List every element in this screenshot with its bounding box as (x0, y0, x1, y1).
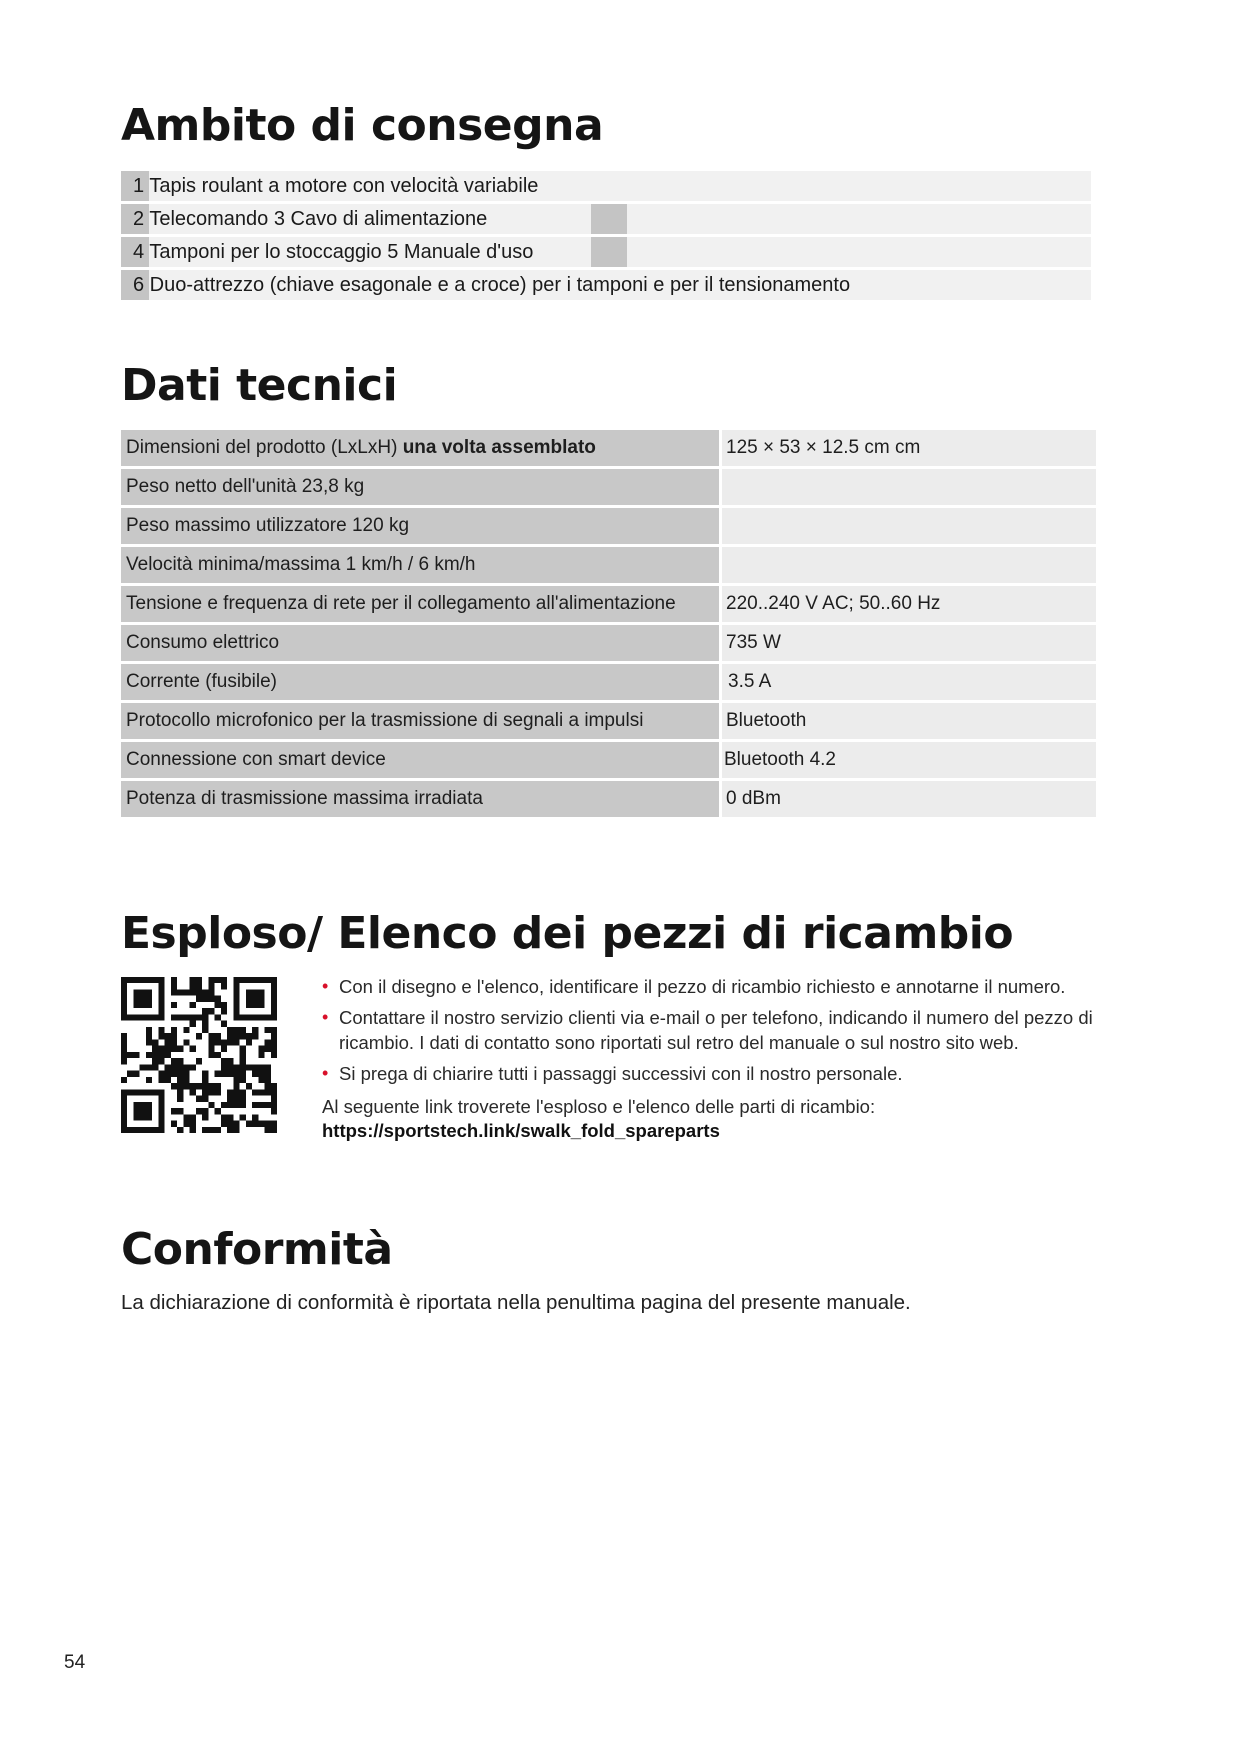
tech-row (121, 469, 1096, 505)
delivery-row-text: 1 Tapis roulant a motore con velocità variabile (133, 175, 539, 197)
link-intro: Al seguente link troverete l'esploso e l'elenco delle parti di ricambio: (322, 1096, 876, 1117)
tech-row (121, 508, 1096, 544)
tech-label: Consumo elettrico (121, 625, 719, 661)
tech-row (121, 781, 1096, 817)
list-item: • Contattare il nostro servizio clienti via e-mail o per telefono, indicando il numero del pezzo di ricambio. I dati di contatto sono riportati sul retro del manuale o sul nostro sito web. (322, 1007, 1093, 1053)
delivery-row (121, 204, 1091, 234)
delivery-row-text: 4 Tamponi per lo stoccaggio 5 Manuale d'uso (133, 241, 534, 263)
delivery-row (121, 171, 1091, 201)
tech-value: Bluetooth 4.2 (722, 742, 1096, 778)
tech-value (722, 469, 1096, 505)
delivery-row (121, 237, 1091, 267)
bullet-icon: • (322, 976, 329, 996)
delivery-row-text: 2 Telecomando 3 Cavo di alimentazione (133, 208, 488, 230)
tech-row (121, 664, 1096, 700)
bullet-icon: • (322, 1063, 329, 1083)
tech-row (121, 703, 1096, 739)
spare-parts-instructions (322, 974, 1102, 1092)
tech-value: 220..240 V AC; 50..60 Hz (722, 586, 1096, 622)
delivery-row (121, 270, 1091, 300)
section-title-tech: Dati tecnici (121, 360, 398, 411)
tech-label: Dimensioni del prodotto (LxLxH) una volta assemblato (121, 430, 719, 466)
tech-label: Potenza di trasmissione massima irradiata (121, 781, 719, 817)
tech-row (121, 625, 1096, 661)
tech-value: 3.5 A (722, 664, 1096, 700)
tech-label: Tensione e frequenza di rete per il collegamento all'alimentazione (121, 586, 719, 622)
tech-value: 0 dBm (722, 781, 1096, 817)
section-title-spare-parts: Esploso/ Elenco dei pezzi di ricambio (121, 908, 1014, 959)
spare-parts-link[interactable]: https://sportstech.link/swalk_fold_spareparts (322, 1120, 720, 1141)
page-number: 54 (64, 1652, 86, 1673)
section-title-delivery: Ambito di consegna (121, 100, 604, 151)
qr-code-icon (121, 977, 277, 1133)
tech-value: 125 × 53 × 12.5 cm cm (722, 430, 1096, 466)
tech-value: Bluetooth (722, 703, 1096, 739)
section-title-conformity: Conformità (121, 1224, 393, 1275)
conformity-text: La dichiarazione di conformità è riportata nella penultima pagina del presente manuale. (121, 1291, 911, 1314)
tech-row (121, 547, 1096, 583)
tech-value: 735 W (722, 625, 1096, 661)
bullet-icon: • (322, 1007, 329, 1027)
list-item: • Si prega di chiarire tutti i passaggi successivi con il nostro personale. (322, 1063, 903, 1084)
tech-row (121, 430, 1096, 466)
tech-label: Peso netto dell'unità 23,8 kg (121, 469, 719, 505)
tech-label: Connessione con smart device (121, 742, 719, 778)
tech-label: Velocità minima/massima 1 km/h / 6 km/h (121, 547, 719, 583)
delivery-row-text: 6 Duo-attrezzo (chiave esagonale e a croce) per i tamponi e per il tensionamento (133, 274, 851, 296)
spare-parts-link-block (322, 1095, 875, 1143)
tech-row (121, 742, 1096, 778)
tech-label: Peso massimo utilizzatore 120 kg (121, 508, 719, 544)
tech-value (722, 547, 1096, 583)
list-item: • Con il disegno e l'elenco, identificare il pezzo di ricambio richiesto e annotarne il numero. (322, 976, 1066, 997)
tech-label: Corrente (fusibile) (121, 664, 719, 700)
tech-label: Protocollo microfonico per la trasmissione di segnali a impulsi (121, 703, 719, 739)
tech-value (722, 508, 1096, 544)
tech-row (121, 586, 1096, 622)
